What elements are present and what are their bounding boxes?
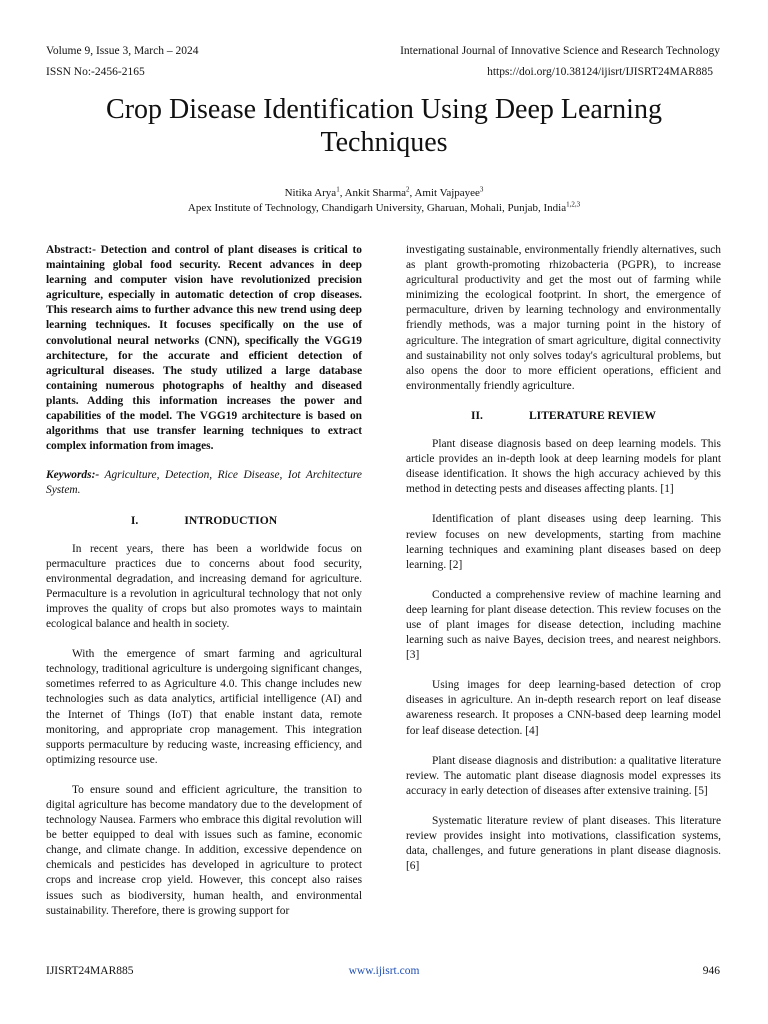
- author-2: Ankit Sharma$^2$,: [344, 185, 415, 199]
- section-heading-introduction: I. INTRODUCTION: [130, 513, 278, 527]
- keywords: Keywords:- Agriculture, Detection, Rice Disease, Iot Architecture System.: [46, 469, 362, 497]
- author-list: [40, 186, 728, 200]
- intro-paragraph-continued: investigating sustainable, environmentally friendly alternatives, such as plant growth-promoting rhizobacteria (PGPR), to increase agricultural productivity and get the most out of farming while minimizing the ecological footprint. In short, the emergence of permaculture, driven by learning technology and environmentally friendly methods, was a major turning point in the history of agriculture. The integration of smart agriculture, digital connectivity and sustainability not only solves today's agricultural problems, but also opens the door to more efficient operations, efficient and environmentally friendly agriculture.: [406, 244, 721, 392]
- section-heading-literature-review: II. LITERATURE REVIEW: [471, 408, 656, 422]
- affiliation: Apex Institute of Technology, Chandigarh University, Gharuan, Mohali, Punjab, India$^{1,2,3}$: [187, 200, 581, 214]
- literature-paragraph: Conducted a comprehensive review of machine learning and deep learning for plant disease detection. This review focuses on the use of plant images for disease detection, including machine learning such as naive Bayes, decision trees, and nearest neighbors. [3]: [406, 588, 721, 662]
- author-1: Nitika Arya$^1$,: [284, 185, 345, 199]
- footer-paper-code: IJISRT24MAR885: [46, 965, 134, 977]
- header-issn: ISSN No:-2456-2165: [46, 66, 145, 78]
- literature-paragraph: Systematic literature review of plant diseases. This literature review provides insight into motivations, classification systems, data, challenges, and future generations in plant disease diagnosis. [6]: [406, 814, 721, 873]
- literature-paragraph: Using images for deep learning-based detection of crop diseases in agriculture. An in-depth research report on leaf disease awareness research. It proposes a CNN-based deep learning model for leaf disease detection. [4]: [406, 679, 721, 737]
- footer-website-link[interactable]: www.ijisrt.com: [348, 965, 420, 977]
- intro-paragraph: With the emergence of smart farming and agricultural technology, traditional agriculture is undergoing significant changes, sometimes referred to as Agriculture 4.0. This change includes new technologies such as data analytics, artificial intelligence (AI) and the Internet of Things (IoT) that enable instant data, remote monitoring, and appropriate crop management. This integration supports permaculture by reducing waste, increasing efficiency, and optimizing resource use.: [46, 648, 362, 766]
- literature-paragraph: Plant disease diagnosis based on deep learning models. This article provides an in-depth look at deep learning models for plant disease identification. It shows the high accuracy achieved by this method in detecting pests and diseases affecting plants. [1]: [406, 438, 721, 496]
- header-doi-link[interactable]: https://doi.org/10.38124/ijisrt/IJISRT24MAR885: [487, 66, 713, 78]
- paper-title: Crop Disease Identification Using Deep Learning Techniques: [106, 94, 662, 158]
- abstract: Abstract:- Detection and control of plant diseases is critical to maintaining global food security. Recent advances in deep learning and computer vision have revolutionized precision agriculture, especially in automatic detection of crop diseases. This research aims to further advance this new trend using deep learning techniques. It focuses specifically on the use of convolutional neural networks (CNN), specifically the VGG19 architecture, for the accurate and efficient detection of agricultural diseases. The study utilized a large database containing numerous photographs of healthy and diseased plants. Adding this information increases the power and capabilities of the model. The VGG19 architecture is based on algorithms that use transfer learning techniques to extract complex information from images.: [46, 244, 362, 453]
- literature-paragraph: Plant disease diagnosis and distribution: a qualitative literature review. The automatic plant disease diagnosis model expresses its accuracy in early detection of diseases after extensive training. [5]: [406, 754, 721, 797]
- intro-paragraph: To ensure sound and efficient agriculture, the transition to digital agriculture has become mandatory due to the development of technology Nausea. Farmers who embrace this digital revolution will be better equipped to deal with issues such as famine, economic change, and climate change. In addition, excessive dependence on chemicals and pesticides has developed in agriculture to protect crops and increase crop yield. However, this concept also raises issues such as biodiversity, human health, and environmental sustainability. Therefore, there is growing support for: [46, 783, 362, 917]
- literature-paragraph: Identification of plant diseases using deep learning. This review focuses on new developments, starting from machine learning techniques and examining plant diseases based on deep learning. [2]: [406, 513, 721, 571]
- header-volume: Volume 9, Issue 3, March – 2024: [46, 45, 199, 57]
- left-column: [46, 243, 362, 919]
- header-journal-name: International Journal of Innovative Science and Research Technology: [400, 45, 720, 57]
- author-3: Amit Vajpayee$^3$: [414, 185, 484, 199]
- page-number: 946: [702, 965, 720, 977]
- right-column: [406, 243, 721, 874]
- intro-paragraph: In recent years, there has been a worldwide focus on permaculture practices due to concerns about food security, environmental degradation, and increasing demand for agriculture. Permaculture is a revolution in agricultural technology that not only improves the quality of crops but also promotes ways to maintain ecological balance and health in society.: [46, 542, 362, 631]
